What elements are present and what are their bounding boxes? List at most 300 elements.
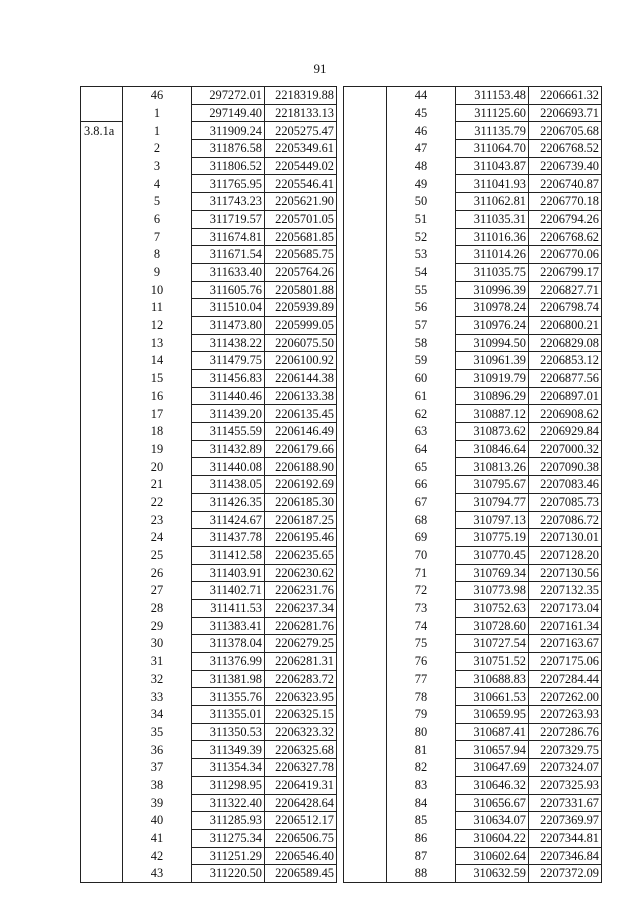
y-coordinate-cell: 2207331.67 [529,794,602,812]
point-number-cell: 3 [123,157,192,175]
y-coordinate-cell: 2206187.25 [265,511,337,529]
section-cell [81,334,123,352]
section-cell [81,458,123,476]
table-row [344,511,602,529]
section-cell [81,175,123,193]
table-row [344,493,602,511]
table-row [344,210,602,228]
y-coordinate-cell: 2206705.68 [529,122,602,140]
y-coordinate-cell: 2206323.32 [265,723,337,741]
point-number-cell: 55 [387,281,456,299]
point-number-cell: 46 [123,87,192,105]
section-cell [81,812,123,830]
y-coordinate-cell: 2218319.88 [265,87,337,105]
x-coordinate-cell: 311440.08 [192,458,265,476]
y-coordinate-cell: 2206512.17 [265,812,337,830]
y-coordinate-cell: 2207263.93 [529,706,602,724]
table-row [344,175,602,193]
x-coordinate-cell: 311424.67 [192,511,265,529]
x-coordinate-cell: 311349.39 [192,741,265,759]
x-coordinate-cell: 310919.79 [456,370,529,388]
section-cell [344,493,387,511]
y-coordinate-cell: 2206739.40 [529,157,602,175]
table-row [344,104,602,122]
section-cell [344,812,387,830]
y-coordinate-cell: 2206100.92 [265,352,337,370]
point-number-cell: 46 [387,122,456,140]
table-row [344,794,602,812]
y-coordinate-cell: 2207130.56 [529,564,602,582]
x-coordinate-cell: 311354.34 [192,759,265,777]
table-row [344,316,602,334]
y-coordinate-cell: 2207346.84 [529,847,602,865]
y-coordinate-cell: 2207086.72 [529,511,602,529]
point-number-cell: 37 [123,759,192,777]
point-number-cell: 77 [387,670,456,688]
table-row [81,104,337,122]
table-row [81,263,337,281]
section-cell [344,352,387,370]
x-coordinate-cell: 311035.31 [456,210,529,228]
section-cell [344,193,387,211]
x-coordinate-cell: 310976.24 [456,316,529,334]
section-cell [344,387,387,405]
table-row [81,794,337,812]
table-row [81,440,337,458]
y-coordinate-cell: 2207163.67 [529,635,602,653]
x-coordinate-cell: 311355.01 [192,706,265,724]
section-cell [81,246,123,264]
x-coordinate-cell: 311438.22 [192,334,265,352]
point-number-cell: 32 [123,670,192,688]
y-coordinate-cell: 2207372.09 [529,865,602,883]
y-coordinate-cell: 2205681.85 [265,228,337,246]
y-coordinate-cell: 2206877.56 [529,370,602,388]
point-number-cell: 13 [123,334,192,352]
table-row [81,175,337,193]
table-row [81,812,337,830]
table-row [81,458,337,476]
x-coordinate-cell: 310647.69 [456,759,529,777]
y-coordinate-cell: 2206195.46 [265,529,337,547]
table-row [81,493,337,511]
x-coordinate-cell: 310994.50 [456,334,529,352]
table-row [81,423,337,441]
table-row [81,776,337,794]
x-coordinate-cell: 311743.23 [192,193,265,211]
table-row [81,157,337,175]
x-coordinate-cell: 310728.60 [456,617,529,635]
x-coordinate-cell: 311298.95 [192,776,265,794]
section-cell [344,458,387,476]
table-row [81,334,337,352]
x-coordinate-cell: 311605.76 [192,281,265,299]
y-coordinate-cell: 2206235.65 [265,546,337,564]
point-number-cell: 69 [387,529,456,547]
y-coordinate-cell: 2206799.17 [529,263,602,281]
table-row [344,847,602,865]
section-cell [344,847,387,865]
table-row [81,653,337,671]
point-number-cell: 63 [387,423,456,441]
y-coordinate-cell: 2206281.31 [265,653,337,671]
y-coordinate-cell: 2206589.45 [265,865,337,883]
section-cell [344,635,387,653]
section-cell [81,104,123,122]
table-row [81,723,337,741]
point-number-cell: 38 [123,776,192,794]
y-coordinate-cell: 2206853.12 [529,352,602,370]
y-coordinate-cell: 2206800.21 [529,316,602,334]
x-coordinate-cell: 310794.77 [456,493,529,511]
table-row [344,352,602,370]
y-coordinate-cell: 2206192.69 [265,476,337,494]
point-number-cell: 81 [387,741,456,759]
x-coordinate-cell: 310896.29 [456,387,529,405]
point-number-cell: 23 [123,511,192,529]
table-row [81,405,337,423]
point-number-cell: 48 [387,157,456,175]
y-coordinate-cell: 2207325.93 [529,776,602,794]
table-row [81,511,337,529]
section-cell [344,776,387,794]
point-number-cell: 17 [123,405,192,423]
table-row [81,564,337,582]
section-cell [344,794,387,812]
table-row [81,688,337,706]
section-cell [344,157,387,175]
section-cell [81,706,123,724]
table-row [81,228,337,246]
table-row [81,599,337,617]
table-row [344,263,602,281]
y-coordinate-cell: 2206325.15 [265,706,337,724]
section-cell [344,511,387,529]
coordinates-table-right [343,86,602,883]
y-coordinate-cell: 2206133.38 [265,387,337,405]
section-cell [81,723,123,741]
x-coordinate-cell: 310688.83 [456,670,529,688]
section-cell [81,87,123,105]
y-coordinate-cell: 2207324.07 [529,759,602,777]
point-number-cell: 34 [123,706,192,724]
y-coordinate-cell: 2207286.76 [529,723,602,741]
x-coordinate-cell: 310646.32 [456,776,529,794]
y-coordinate-cell: 2207090.38 [529,458,602,476]
section-cell [344,210,387,228]
x-coordinate-cell: 311062.81 [456,193,529,211]
section-cell [344,228,387,246]
point-number-cell: 12 [123,316,192,334]
point-number-cell: 42 [123,847,192,865]
x-coordinate-cell: 311510.04 [192,299,265,317]
point-number-cell: 11 [123,299,192,317]
y-coordinate-cell: 2206693.71 [529,104,602,122]
section-cell [344,476,387,494]
x-coordinate-cell: 311376.99 [192,653,265,671]
point-number-cell: 62 [387,405,456,423]
x-coordinate-cell: 310846.64 [456,440,529,458]
table-row [81,865,337,883]
section-cell [344,599,387,617]
table-row [81,87,337,105]
y-coordinate-cell: 2205275.47 [265,122,337,140]
x-coordinate-cell: 311719.57 [192,210,265,228]
x-coordinate-cell: 311035.75 [456,263,529,281]
x-coordinate-cell: 311153.48 [456,87,529,105]
x-coordinate-cell: 297272.01 [192,87,265,105]
section-cell [344,670,387,688]
y-coordinate-cell: 2207173.04 [529,599,602,617]
y-coordinate-cell: 2206135.45 [265,405,337,423]
point-number-cell: 29 [123,617,192,635]
y-coordinate-cell: 2206897.01 [529,387,602,405]
section-cell [344,688,387,706]
y-coordinate-cell: 2206279.25 [265,635,337,653]
y-coordinate-cell: 2206546.40 [265,847,337,865]
table-row [344,688,602,706]
section-cell [81,281,123,299]
section-cell [344,122,387,140]
point-number-cell: 44 [387,87,456,105]
point-number-cell: 56 [387,299,456,317]
x-coordinate-cell: 310813.26 [456,458,529,476]
x-coordinate-cell: 310775.19 [456,529,529,547]
x-coordinate-cell: 311285.93 [192,812,265,830]
y-coordinate-cell: 2218133.13 [265,104,337,122]
y-coordinate-cell: 2206770.18 [529,193,602,211]
x-coordinate-cell: 311633.40 [192,263,265,281]
table-row [344,87,602,105]
section-cell [81,847,123,865]
y-coordinate-cell: 2206908.62 [529,405,602,423]
point-number-cell: 36 [123,741,192,759]
x-coordinate-cell: 311378.04 [192,635,265,653]
x-coordinate-cell: 311402.71 [192,582,265,600]
point-number-cell: 7 [123,228,192,246]
table-row [344,653,602,671]
section-cell [81,688,123,706]
y-coordinate-cell: 2205999.05 [265,316,337,334]
point-number-cell: 22 [123,493,192,511]
x-coordinate-cell: 310656.67 [456,794,529,812]
page-number: 91 [313,61,327,76]
table-row [81,741,337,759]
x-coordinate-cell: 310887.12 [456,405,529,423]
x-coordinate-cell: 311426.35 [192,493,265,511]
x-coordinate-cell: 311251.29 [192,847,265,865]
x-coordinate-cell: 310604.22 [456,829,529,847]
y-coordinate-cell: 2206768.52 [529,140,602,158]
section-cell [81,635,123,653]
point-number-cell: 83 [387,776,456,794]
point-number-cell: 33 [123,688,192,706]
table-row [81,316,337,334]
section-cell [344,104,387,122]
point-number-cell: 59 [387,352,456,370]
point-number-cell: 82 [387,759,456,777]
table-row [81,829,337,847]
table-row [81,246,337,264]
y-coordinate-cell: 2206740.87 [529,175,602,193]
point-number-cell: 50 [387,193,456,211]
point-number-cell: 87 [387,847,456,865]
table-row [344,370,602,388]
point-number-cell: 84 [387,794,456,812]
y-coordinate-cell: 2206794.26 [529,210,602,228]
section-cell [344,564,387,582]
section-cell [344,175,387,193]
table-row [81,847,337,865]
point-number-cell: 14 [123,352,192,370]
y-coordinate-cell: 2206146.49 [265,423,337,441]
x-coordinate-cell: 311383.41 [192,617,265,635]
table-row [344,741,602,759]
x-coordinate-cell: 310961.39 [456,352,529,370]
y-coordinate-cell: 2206323.95 [265,688,337,706]
table-row [344,193,602,211]
table-row [344,635,602,653]
point-number-cell: 61 [387,387,456,405]
point-number-cell: 2 [123,140,192,158]
table-row [81,476,337,494]
table-row [344,812,602,830]
point-number-cell: 47 [387,140,456,158]
table-row [344,617,602,635]
y-coordinate-cell: 2206075.50 [265,334,337,352]
y-coordinate-cell: 2206144.38 [265,370,337,388]
x-coordinate-cell: 311456.83 [192,370,265,388]
y-coordinate-cell: 2206281.76 [265,617,337,635]
point-number-cell: 67 [387,493,456,511]
section-cell [344,759,387,777]
section-cell [81,582,123,600]
y-coordinate-cell: 2207369.97 [529,812,602,830]
section-cell [344,529,387,547]
table-row [344,582,602,600]
table-row [344,599,602,617]
table-row [344,776,602,794]
section-cell [81,493,123,511]
table-row [344,334,602,352]
y-coordinate-cell: 2206185.30 [265,493,337,511]
y-coordinate-cell: 2206179.66 [265,440,337,458]
table-row [344,228,602,246]
x-coordinate-cell: 310687.41 [456,723,529,741]
y-coordinate-cell: 2207132.35 [529,582,602,600]
table-row [81,193,337,211]
table-row [81,617,337,635]
point-number-cell: 4 [123,175,192,193]
point-number-cell: 21 [123,476,192,494]
section-cell [81,741,123,759]
point-number-cell: 57 [387,316,456,334]
x-coordinate-cell: 310773.98 [456,582,529,600]
section-cell [344,582,387,600]
point-number-cell: 9 [123,263,192,281]
y-coordinate-cell: 2206770.06 [529,246,602,264]
x-coordinate-cell: 311381.98 [192,670,265,688]
point-number-cell: 26 [123,564,192,582]
y-coordinate-cell: 2205621.90 [265,193,337,211]
section-cell [81,865,123,883]
x-coordinate-cell: 311438.05 [192,476,265,494]
y-coordinate-cell: 2206829.08 [529,334,602,352]
section-cell [344,617,387,635]
section-cell [344,546,387,564]
x-coordinate-cell: 311439.20 [192,405,265,423]
point-number-cell: 18 [123,423,192,441]
point-number-cell: 76 [387,653,456,671]
section-cell [81,387,123,405]
point-number-cell: 65 [387,458,456,476]
section-cell [81,653,123,671]
y-coordinate-cell: 2207085.73 [529,493,602,511]
y-coordinate-cell: 2207083.46 [529,476,602,494]
section-cell [344,829,387,847]
x-coordinate-cell: 310602.64 [456,847,529,865]
x-coordinate-cell: 311909.24 [192,122,265,140]
point-number-cell: 72 [387,582,456,600]
y-coordinate-cell: 2206188.90 [265,458,337,476]
table-row [344,387,602,405]
point-number-cell: 51 [387,210,456,228]
y-coordinate-cell: 2206506.75 [265,829,337,847]
x-coordinate-cell: 310751.52 [456,653,529,671]
y-coordinate-cell: 2205701.05 [265,210,337,228]
x-coordinate-cell: 310978.24 [456,299,529,317]
section-cell [81,564,123,582]
table-row [344,865,602,883]
y-coordinate-cell: 2206661.32 [529,87,602,105]
x-coordinate-cell: 311355.76 [192,688,265,706]
y-coordinate-cell: 2205685.75 [265,246,337,264]
point-number-cell: 41 [123,829,192,847]
table-row [344,299,602,317]
x-coordinate-cell: 310727.54 [456,635,529,653]
section-cell [81,157,123,175]
x-coordinate-cell: 311473.80 [192,316,265,334]
y-coordinate-cell: 2206231.76 [265,582,337,600]
point-number-cell: 1 [123,104,192,122]
x-coordinate-cell: 311876.58 [192,140,265,158]
table-row [344,458,602,476]
section-cell [344,706,387,724]
section-cell: 3.8.1a [81,122,123,140]
table-row [81,387,337,405]
section-cell [81,193,123,211]
x-coordinate-cell: 310795.67 [456,476,529,494]
section-cell [344,741,387,759]
x-coordinate-cell: 311041.93 [456,175,529,193]
x-coordinate-cell: 310769.34 [456,564,529,582]
table-row [344,423,602,441]
table-row [81,140,337,158]
point-number-cell: 31 [123,653,192,671]
x-coordinate-cell: 310873.62 [456,423,529,441]
section-cell [344,87,387,105]
point-number-cell: 71 [387,564,456,582]
table-row [344,246,602,264]
table-row [344,405,602,423]
x-coordinate-cell: 311403.91 [192,564,265,582]
x-coordinate-cell: 311014.26 [456,246,529,264]
x-coordinate-cell: 311322.40 [192,794,265,812]
point-number-cell: 28 [123,599,192,617]
table-row [344,829,602,847]
section-cell [344,334,387,352]
y-coordinate-cell: 2205764.26 [265,263,337,281]
